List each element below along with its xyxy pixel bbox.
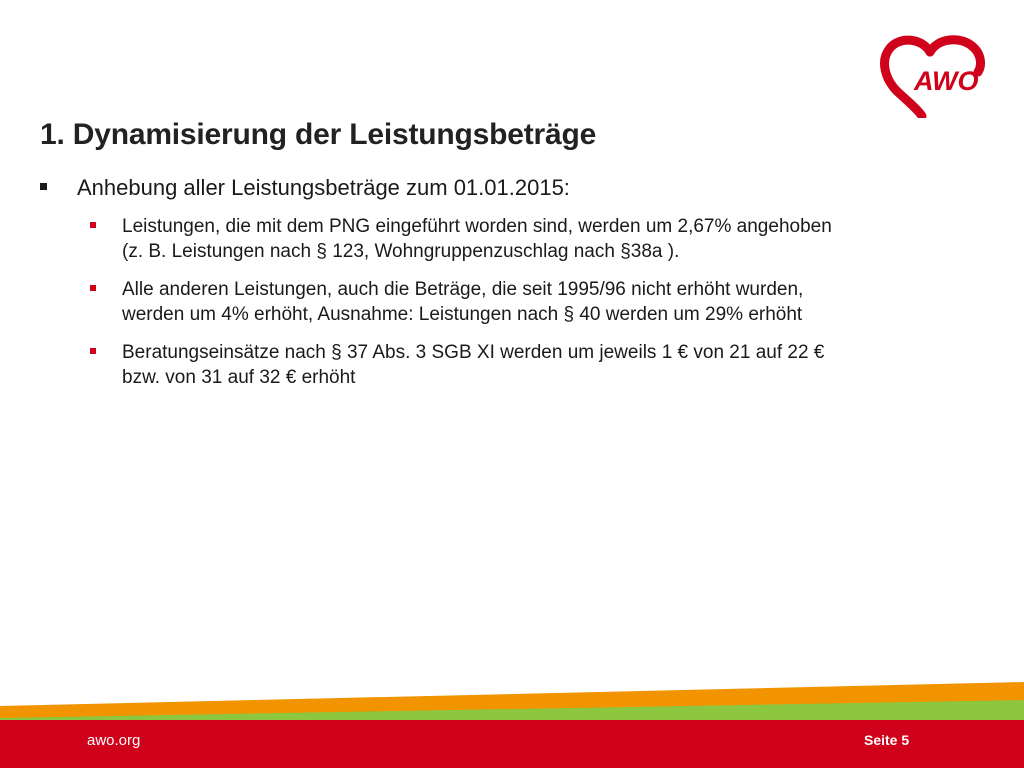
footer-stripes: [0, 672, 1024, 768]
sub-bullet-3-line-1: Beratungseinsätze nach § 37 Abs. 3 SGB XI werden um jeweils 1 € von 21 auf 22 €: [122, 342, 825, 363]
slide-title: 1. Dynamisierung der Leistungsbeträge: [40, 118, 597, 151]
sub-bullet-2-line-2: werden um 4% erhöht, Ausnahme: Leistungen nach § 40 werden um 29% erhöht: [122, 304, 803, 325]
awo-logo: [878, 34, 986, 118]
page-number: Seite 5: [864, 732, 910, 748]
square-bullet-icon: [40, 183, 47, 190]
sub-bullet-1-line-1: Leistungen, die mit dem PNG eingeführt worden sind, werden um 2,67% angehoben: [122, 216, 832, 237]
sub-bullet-2-line-1: Alle anderen Leistungen, auch die Beträge, die seit 1995/96 nicht erhöht wurden,: [122, 279, 804, 300]
red-square-bullet-icon: [90, 348, 96, 354]
red-square-bullet-icon: [90, 222, 96, 228]
footer-website: awo.org: [87, 732, 141, 749]
logo-text: AWO: [914, 66, 979, 96]
sub-bullet-1-line-2: (z. B. Leistungen nach § 123, Wohngruppenzuschlag nach §38a ).: [122, 241, 680, 262]
red-square-bullet-icon: [90, 285, 96, 291]
main-bullet-text: Anhebung aller Leistungsbeträge zum 01.01.2015:: [77, 175, 570, 200]
heart-logo-icon: [878, 34, 986, 118]
sub-bullet-3-line-2: bzw. von 31 auf 32 € erhöht: [122, 367, 356, 388]
